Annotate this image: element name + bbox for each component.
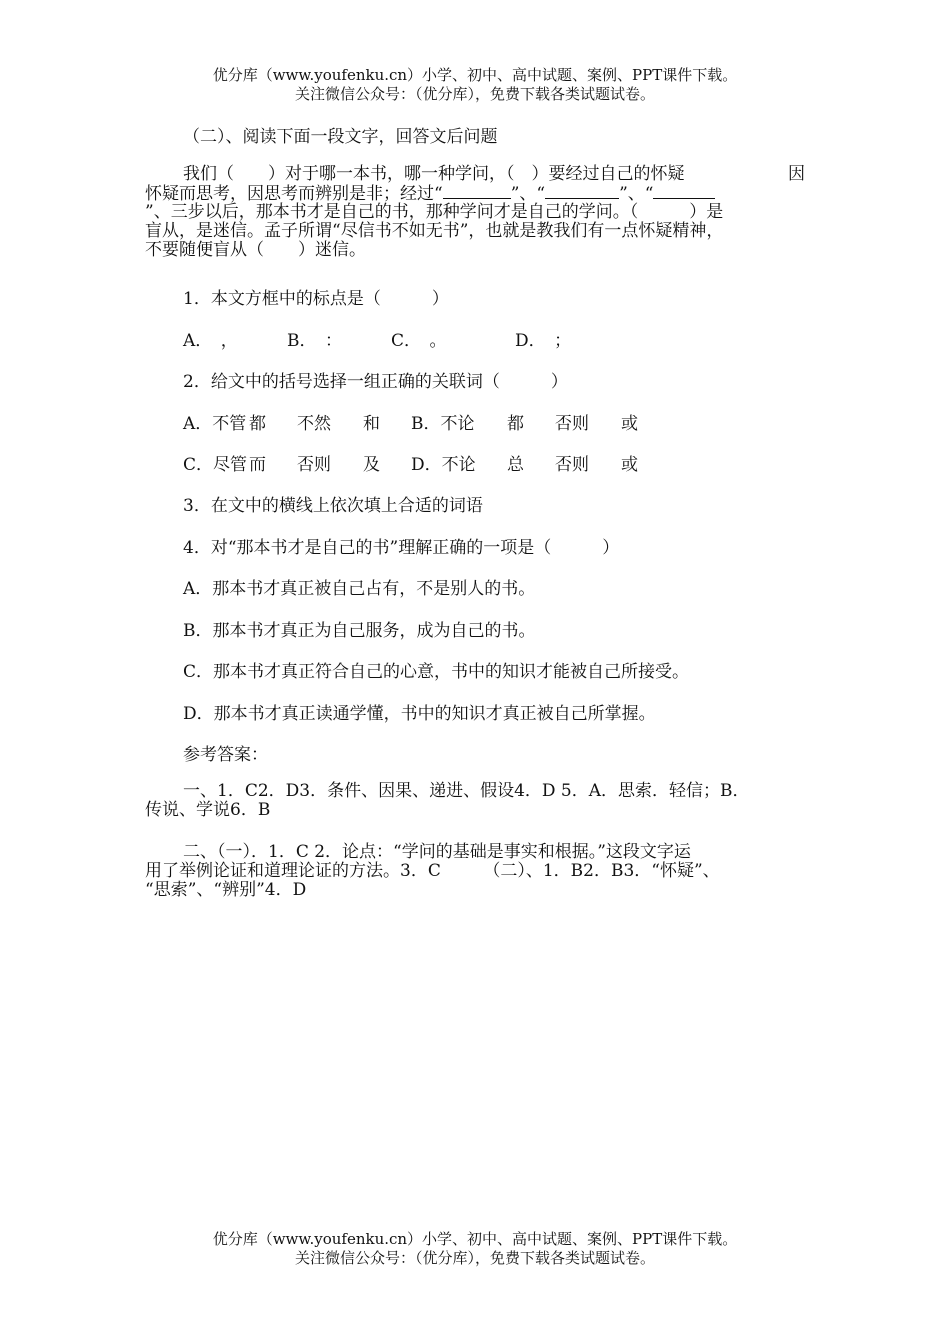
passage-line-3: ”、三步以后，那本书才是自己的书，那种学问才是自己的学问。（ ）是 xyxy=(145,202,724,222)
answer-block-1 xyxy=(145,782,805,820)
footer-line-1: 优分库（www.youfenku.cn）小学、初中、高中试题、案例、PPT课件下载。 xyxy=(212,1230,738,1248)
q2-a-word-3: 不然 xyxy=(297,414,331,434)
q1-option-a[interactable]: A． ， xyxy=(183,331,238,351)
passage-line-2c: ”、“ xyxy=(619,184,654,204)
passage-line-5: 不要随便盲从（ ）迷信。 xyxy=(145,240,366,260)
q2-option-a[interactable]: A．不管 xyxy=(183,414,247,434)
q4-stem: 4．对“那本书才是自己的书”理解正确的一项是（ ） xyxy=(183,538,620,558)
q2-row-2 xyxy=(183,450,638,475)
q2-option-d[interactable]: D．不论 xyxy=(411,455,476,475)
q2-c-word-4: 及 xyxy=(363,455,380,475)
q2-d-word-3: 否则 xyxy=(555,455,589,475)
header-line-1: 优分库（www.youfenku.cn）小学、初中、高中试题、案例、PPT课件下载。 xyxy=(212,66,738,84)
q2-row-1 xyxy=(183,409,638,434)
answer-1-line-1: 一、1．C2．D3．条件、因果、递进、假设4．D 5．A．思索．轻信；B． xyxy=(183,781,750,801)
q4-option-a[interactable]: A．那本书才真正被自己占有，不是别人的书。 xyxy=(183,579,536,599)
passage xyxy=(145,165,805,260)
q2-option-b[interactable]: B．不论 xyxy=(411,414,475,434)
q2-option-c[interactable]: C．尽管 xyxy=(183,455,248,475)
answer-block-2 xyxy=(145,843,805,900)
q4-option-b[interactable]: B．那本书才真正为自己服务，成为自己的书。 xyxy=(183,621,536,641)
passage-line-2a: 怀疑而思考，因思考而辨别是非；经过“ xyxy=(145,184,443,204)
q4-option-d[interactable]: D．那本书才真正读通学懂，书中的知识才真正被自己所掌握。 xyxy=(183,704,656,724)
q2-a-word-2: 都 xyxy=(249,414,266,434)
q1-options xyxy=(183,326,571,351)
passage-line-1: 我们（ ）对于哪一本书，哪一种学问，（ ）要经过自己的怀疑 xyxy=(183,164,685,184)
q2-b-word-3: 否则 xyxy=(555,414,589,434)
header-line-2: 关注微信公众号：（优分库），免费下载各类试题试卷。 xyxy=(294,85,655,103)
passage-line-2b: ”、“ xyxy=(510,184,546,204)
q2-b-word-4: 或 xyxy=(621,414,638,434)
q1-option-d[interactable]: D． ； xyxy=(515,331,572,351)
q2-d-word-4: 或 xyxy=(621,455,638,475)
answer-1-line-2: 传说、学说6．B xyxy=(145,800,271,820)
footer-line-2: 关注微信公众号：（优分库），免费下载各类试题试卷。 xyxy=(294,1249,655,1267)
fill-blank-2[interactable] xyxy=(545,184,619,199)
answer-2-line-3: “思索”、“辨别”4．D xyxy=(145,880,307,900)
fill-blank-3[interactable] xyxy=(653,184,715,199)
section-title: （二）、阅读下面一段文字，回答文后问题 xyxy=(183,127,498,147)
page-header xyxy=(0,66,950,104)
q2-stem: 2．给文中的括号选择一组正确的关联词（ ） xyxy=(183,372,568,392)
answer-2-line-2: 用了举例论证和道理论证的方法。3．C （二）、1．B2．B3．“怀疑”、 xyxy=(145,861,720,881)
q1-option-b[interactable]: B． ： xyxy=(287,331,342,351)
q1-stem: 1．本文方框中的标点是（ ） xyxy=(183,289,449,309)
q3-stem: 3．在文中的横线上依次填上合适的词语 xyxy=(183,496,483,516)
passage-line-1-end: 因 xyxy=(788,164,805,184)
q1-option-c[interactable]: C． 。 xyxy=(391,331,447,351)
fill-blank-1[interactable] xyxy=(443,184,511,199)
q2-c-word-3: 否则 xyxy=(297,455,331,475)
q2-c-word-2: 而 xyxy=(249,455,266,475)
q2-a-word-4: 和 xyxy=(363,414,380,434)
answer-2-line-1: 二、（一）．1．C 2．论点：“学问的基础是事实和根据。”这段文字运 xyxy=(183,842,691,862)
q4-option-c[interactable]: C．那本书才真正符合自己的心意，书中的知识才能被自己所接受。 xyxy=(183,662,690,682)
page-footer xyxy=(0,1230,950,1268)
passage-line-4: 盲从，是迷信。孟子所谓“尽信书不如无书”，也就是教我们有一点怀疑精神， xyxy=(145,221,724,241)
q2-b-word-2: 都 xyxy=(507,414,524,434)
answers-title: 参考答案： xyxy=(183,745,268,765)
q2-d-word-2: 总 xyxy=(507,455,524,475)
